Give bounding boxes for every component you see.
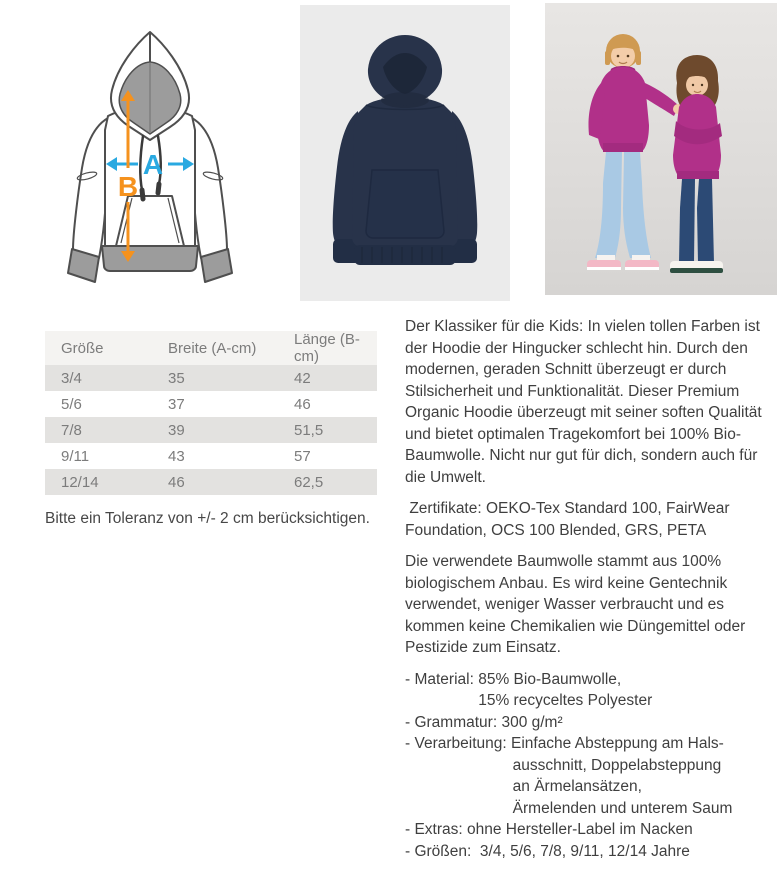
table-row (45, 391, 377, 417)
tolerance-note: Bitte ein Toleranz von +/- 2 cm berücksichtigen. (45, 510, 370, 527)
table-cell: 35 (168, 369, 185, 387)
spec-line: an Ärmelansätzen, (405, 778, 642, 795)
table-row (45, 443, 377, 469)
product-photo-navy-hoodie[interactable] (300, 5, 510, 301)
table-cell: 5/6 (61, 395, 82, 413)
table-cell: 62,5 (294, 473, 324, 491)
arrow-label-b: B (117, 171, 139, 202)
spec-line: 15% recyceltes Polyester (405, 692, 653, 709)
product-description (405, 316, 767, 862)
table-cell: 46 (294, 395, 311, 413)
table-cell: 12/14 (61, 473, 99, 491)
table-cell: 43 (168, 447, 185, 465)
table-cell: 7/8 (61, 421, 82, 439)
description-paragraph: Die verwendete Baumwolle stammt aus 100% biologischem Anbau. Es wird keine Gentechnik verwendet, weniger Wasser verbraucht und es kommen keine Chemikalien wie Düngemittel oder Pestizide zum Einsatz. (405, 553, 750, 656)
table-cell: 39 (168, 421, 185, 439)
size-table-body (45, 365, 377, 495)
spec-line: - Material: 85% Bio-Baumwolle, (405, 670, 622, 688)
table-cell: 9/11 (61, 447, 90, 465)
spec-line: ausschnitt, Doppelabsteppung (405, 756, 722, 774)
table-cell: 42 (294, 369, 311, 387)
description-paragraph: Der Klassiker für die Kids: In vielen tollen Farben ist der Hoodie der Hingucker schlecht hin. Durch den modernen, geraden Schnitt überzeugt er durch Stilsicherheit und Funktionalität. Dieser Premium Organic Hoodie überzeugt mit seiner soften Qualität und bietet optimalen Tragekomfort bei 100% Bio-Baumwolle. Nicht nur gut für dich, sondern auch für die Umwelt. (405, 318, 767, 486)
size-table-header-row (45, 331, 377, 365)
spec-line: - Extras: ohne Hersteller-Label im Nacken (405, 821, 693, 838)
navy-hoodie-image (300, 5, 510, 301)
table-cell: 3/4 (61, 369, 82, 387)
table-row (45, 417, 377, 443)
specs-list (405, 669, 767, 863)
size-table (45, 331, 377, 495)
model-photo-kids[interactable] (545, 3, 777, 295)
table-row (45, 469, 377, 495)
table-cell: 51,5 (294, 421, 324, 439)
size-table-column-header: Größe (45, 331, 152, 365)
table-cell: 37 (168, 395, 185, 413)
size-table-column-header: Breite (A-cm) (152, 331, 278, 365)
hoodie-measurement-drawing (40, 18, 260, 290)
table-cell: 57 (294, 447, 311, 465)
spec-line: - Grammatur: 300 g/m² (405, 713, 563, 731)
description-paragraph: Zertifikate: OEKO-Tex Standard 100, FairWear Foundation, OCS 100 Blended, GRS, PETA (405, 500, 734, 539)
size-table-column-header: Länge (B-cm) (278, 331, 377, 365)
size-measurement-diagram[interactable] (40, 18, 260, 290)
size-info-column (45, 331, 377, 528)
arrow-label-a: A (142, 149, 164, 180)
kids-wearing-hoodies-photo (545, 3, 777, 295)
table-cell: 46 (168, 473, 185, 491)
spec-line: Ärmelenden und unterem Saum (405, 799, 733, 817)
description-paragraphs (405, 316, 767, 659)
spec-line: - Größen: 3/4, 5/6, 7/8, 9/11, 12/14 Jahre (405, 842, 690, 860)
table-row (45, 365, 377, 391)
spec-line: - Verarbeitung: Einfache Absteppung am Hals- (405, 735, 724, 752)
